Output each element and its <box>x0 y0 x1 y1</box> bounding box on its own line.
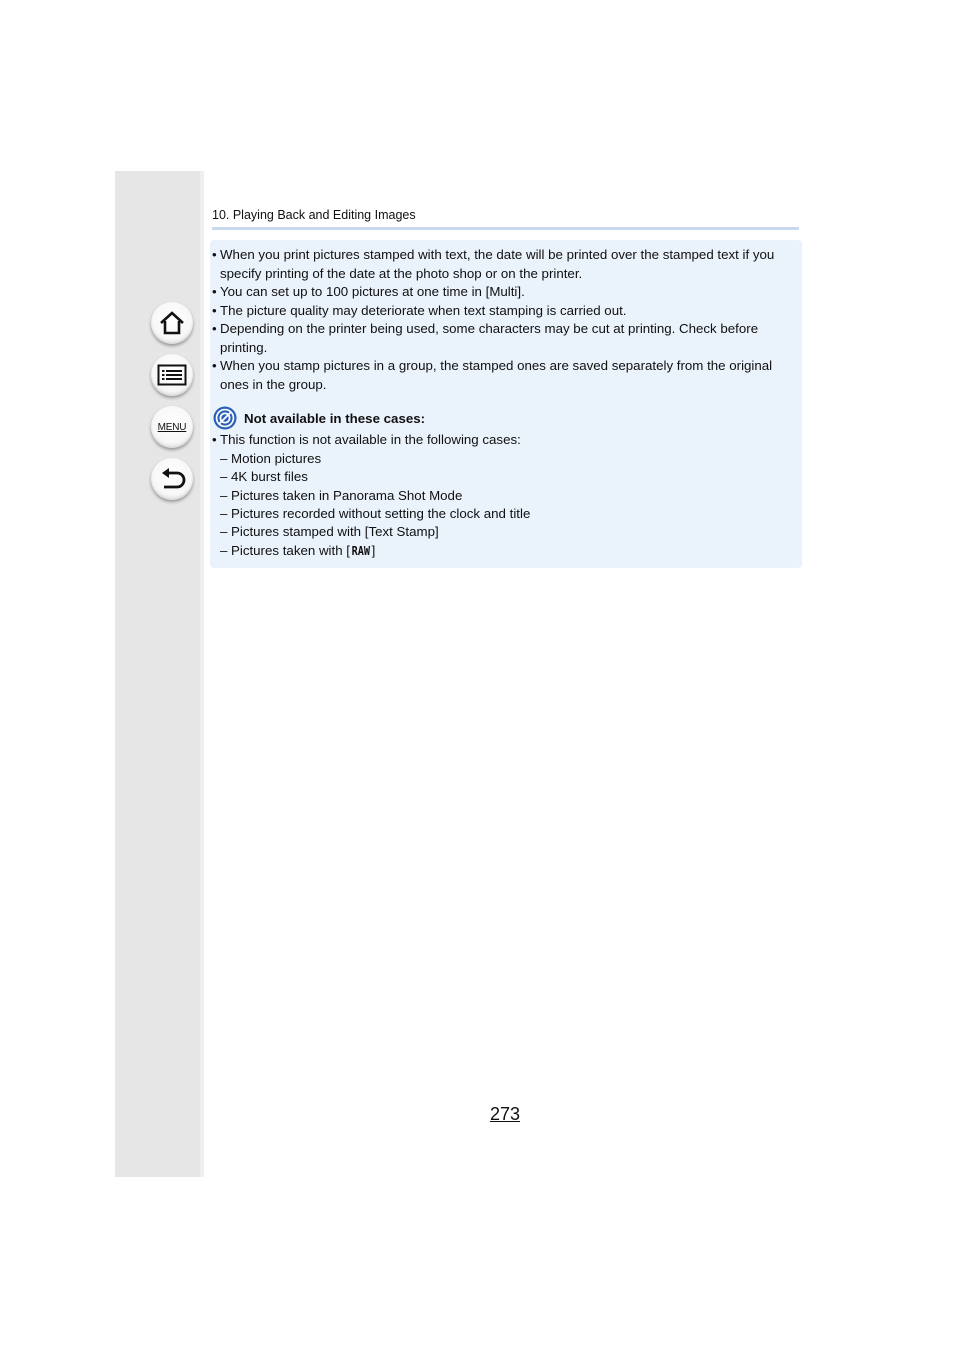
home-button[interactable] <box>151 302 193 344</box>
not-available-icon <box>213 406 237 430</box>
note-1-line-2: specify printing of the date at the photo shop or on the printer. <box>220 266 583 281</box>
case-item-raw: – Pictures taken with [ RAW ] <box>220 543 376 558</box>
case-item: – Pictures taken in Panorama Shot Mode <box>220 488 463 503</box>
section-header: 10. Playing Back and Editing Images <box>212 208 416 222</box>
raw-quality-icon: RAW <box>351 544 371 558</box>
case-item: – Pictures recorded without setting the clock and title <box>220 506 531 521</box>
menu-button[interactable] <box>151 406 193 448</box>
home-icon <box>158 310 186 336</box>
note-5-line-2: ones in the group. <box>220 377 327 392</box>
note-2: • You can set up to 100 pictures at one time in [Multi]. <box>212 284 525 299</box>
list-icon <box>157 364 187 386</box>
note-5-line-1: • When you stamp pictures in a group, the stamped ones are saved separately from the original <box>212 358 773 373</box>
menu-icon: MENU <box>157 421 187 433</box>
note-4-line-2: printing. <box>220 340 268 355</box>
header-divider <box>212 227 799 230</box>
page-number: 273 <box>490 1104 521 1124</box>
back-button[interactable] <box>151 458 193 500</box>
case-item: – 4K burst files <box>220 469 308 484</box>
contents-button[interactable] <box>151 354 193 396</box>
case-item: – Motion pictures <box>220 451 322 466</box>
not-available-title: Not available in these cases: <box>244 411 426 426</box>
not-available-intro: • This function is not available in the following cases: <box>212 432 521 447</box>
case-item: – Pictures stamped with [Text Stamp] <box>220 524 439 539</box>
note-4-line-1: • Depending on the printer being used, some characters may be cut at printing. Check before <box>212 321 759 336</box>
note-3: • The picture quality may deteriorate when text stamping is carried out. <box>212 303 627 318</box>
back-arrow-icon <box>158 466 186 492</box>
sidebar-edge <box>200 171 204 1177</box>
note-1-line-1: • When you print pictures stamped with text, the date will be printed over the stamped text if you <box>212 247 775 262</box>
